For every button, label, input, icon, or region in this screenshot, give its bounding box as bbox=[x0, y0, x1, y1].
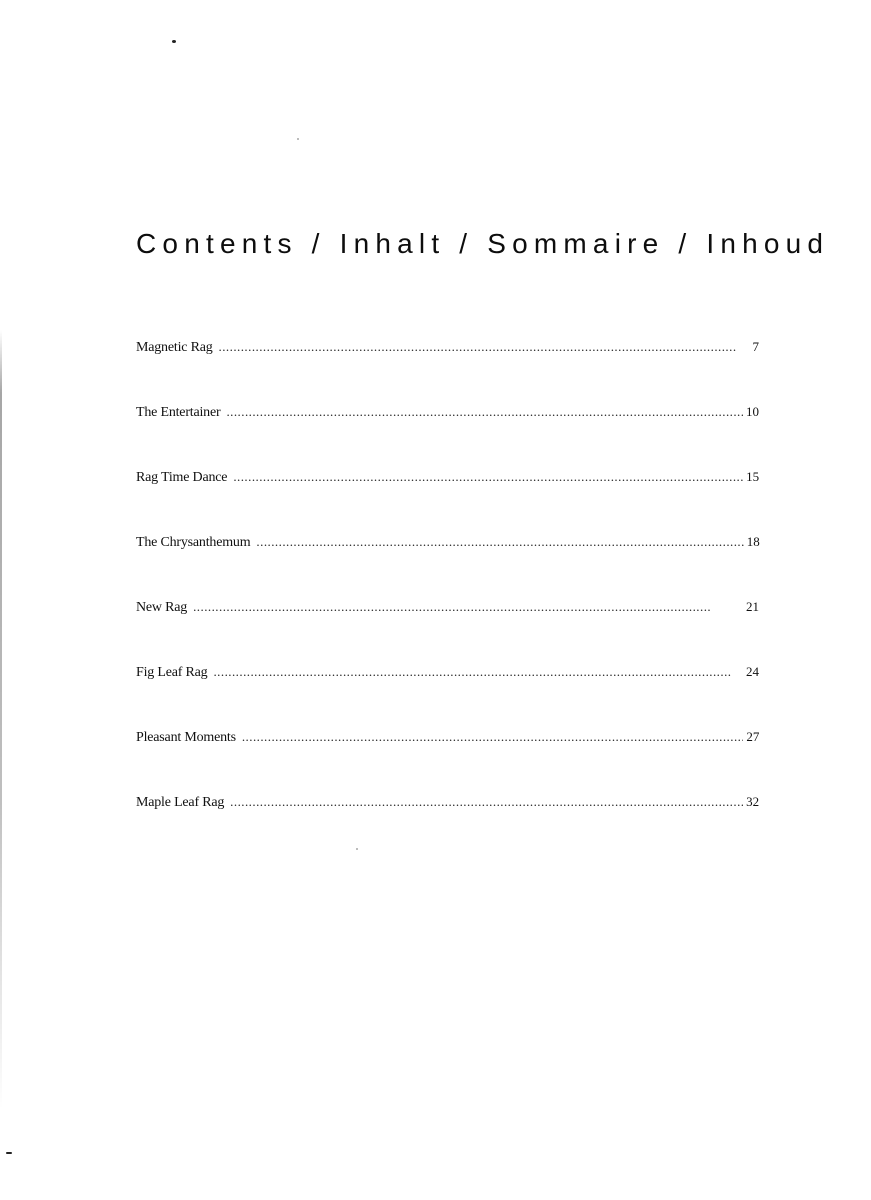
toc-entry-title: The Entertainer bbox=[136, 405, 221, 420]
dot-leader bbox=[256, 533, 743, 551]
toc-entry-title: New Rag bbox=[136, 600, 188, 615]
scan-speck bbox=[297, 138, 299, 140]
toc-entry[interactable] bbox=[136, 663, 759, 728]
table-of-contents bbox=[136, 338, 759, 858]
toc-entry[interactable] bbox=[136, 338, 759, 403]
toc-entry-page: 10 bbox=[746, 404, 759, 419]
toc-entry-title: Pleasant Moments bbox=[136, 730, 236, 745]
toc-entry-title: Maple Leaf Rag bbox=[136, 795, 225, 810]
scan-edge bbox=[0, 330, 2, 1110]
scan-speck bbox=[172, 40, 176, 43]
page-title: Contents / Inhalt / Sommaire / Inhoud bbox=[136, 228, 830, 259]
toc-entry[interactable] bbox=[136, 793, 759, 858]
toc-entry-title: Fig Leaf Rag bbox=[136, 665, 208, 680]
scan-speck bbox=[6, 1152, 12, 1154]
toc-entry-title: Rag Time Dance bbox=[136, 470, 228, 485]
toc-entry-page: 27 bbox=[746, 729, 760, 744]
toc-entry[interactable] bbox=[136, 468, 759, 533]
dot-leader bbox=[242, 728, 744, 746]
dot-leader bbox=[193, 598, 743, 616]
toc-entry-page: 18 bbox=[746, 534, 760, 549]
dot-leader bbox=[219, 338, 746, 356]
toc-entry-page: 15 bbox=[746, 469, 760, 484]
toc-entry[interactable] bbox=[136, 533, 759, 598]
dot-leader bbox=[213, 663, 743, 681]
toc-entry[interactable] bbox=[136, 403, 759, 468]
dot-leader bbox=[226, 403, 743, 421]
dot-leader bbox=[233, 468, 743, 486]
dot-leader bbox=[230, 793, 743, 811]
toc-entry[interactable] bbox=[136, 728, 759, 793]
toc-entry-page: 32 bbox=[746, 794, 760, 809]
toc-entry-page: 24 bbox=[746, 664, 759, 679]
toc-entry[interactable] bbox=[136, 598, 759, 663]
toc-entry-page: 7 bbox=[752, 339, 759, 354]
toc-entry-title: Magnetic Rag bbox=[136, 340, 213, 355]
toc-entry-title: The Chrysanthemum bbox=[136, 535, 251, 550]
toc-entry-page: 21 bbox=[746, 599, 759, 614]
